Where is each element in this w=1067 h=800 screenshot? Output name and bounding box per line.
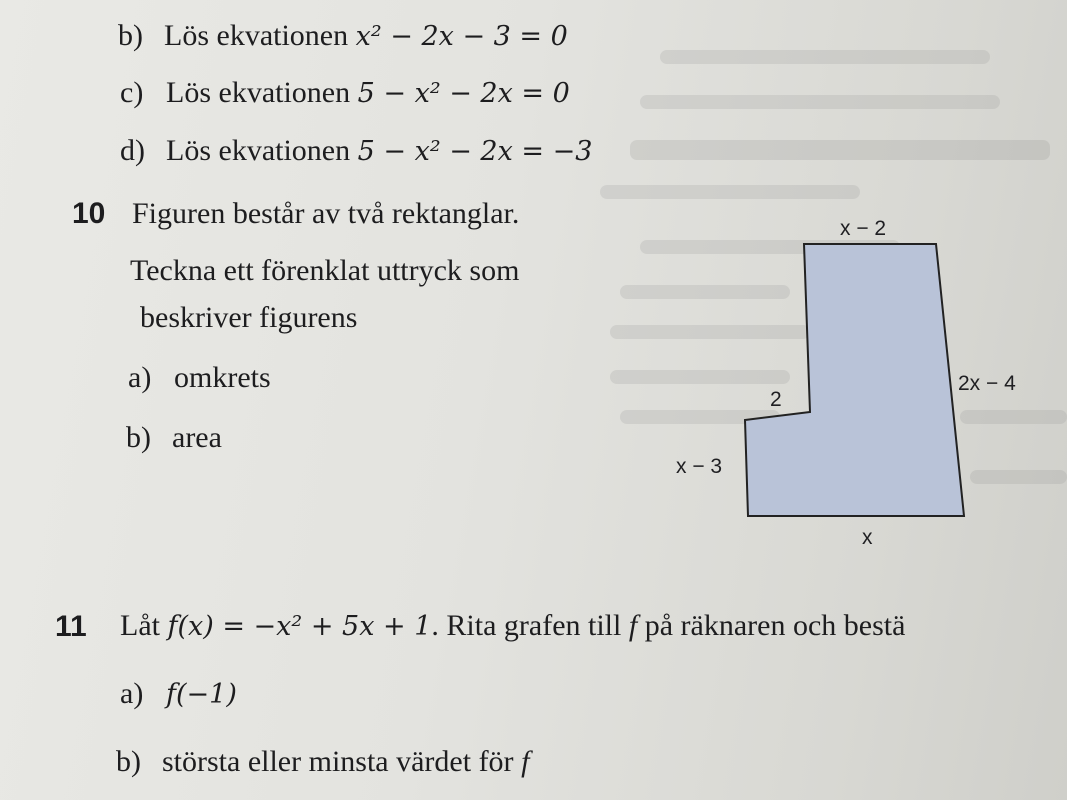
label-bottom: x [862, 526, 873, 549]
item-text: omkrets [174, 361, 271, 394]
label-top: x − 2 [840, 217, 887, 240]
item-text: area [172, 421, 222, 454]
item-letter: d) [120, 134, 145, 167]
figure-shape [745, 244, 964, 516]
item-text: Lös ekvationen [166, 134, 351, 167]
problem11-line [120, 608, 905, 645]
item-text: Lös ekvationen [164, 19, 349, 52]
item-letter: b) [118, 19, 143, 52]
problem10-line-1: Figuren består av två rektanglar. [132, 197, 520, 230]
item-letter: b) [116, 745, 141, 778]
item-letter: a) [120, 677, 144, 710]
function-name: f [521, 745, 530, 778]
label-right: 2x − 4 [958, 372, 1016, 395]
item-math: f(−1) [166, 679, 237, 710]
equation: 5 − x² − 2x = 0 [357, 78, 570, 109]
problem10-line-3: beskriver figurens [140, 301, 358, 334]
item-text: Lös ekvationen [166, 76, 351, 109]
label-step: 2 [770, 388, 782, 411]
item-text: största eller minsta värdet för [162, 745, 514, 778]
label-left: x − 3 [676, 455, 723, 478]
text: på räknaren och bestä [644, 609, 906, 642]
equation: x² − 2x − 3 = 0 [355, 21, 568, 52]
text: . Rita grafen till [431, 609, 622, 642]
function-definition: f(x) = −x² + 5x + 1 [167, 611, 432, 642]
item-letter: a) [128, 361, 152, 394]
item-letter: c) [120, 76, 144, 109]
problem11-b [116, 744, 529, 780]
problem10-line-2: Teckna ett förenklat uttryck som [130, 254, 520, 287]
intro: Låt [120, 609, 160, 642]
item-letter: b) [126, 421, 151, 454]
problem-number: 11 [55, 610, 87, 643]
problem11-a [120, 676, 237, 713]
function-name: f [628, 609, 638, 642]
equation: 5 − x² − 2x = −3 [357, 136, 593, 167]
problem-number: 10 [72, 197, 106, 230]
